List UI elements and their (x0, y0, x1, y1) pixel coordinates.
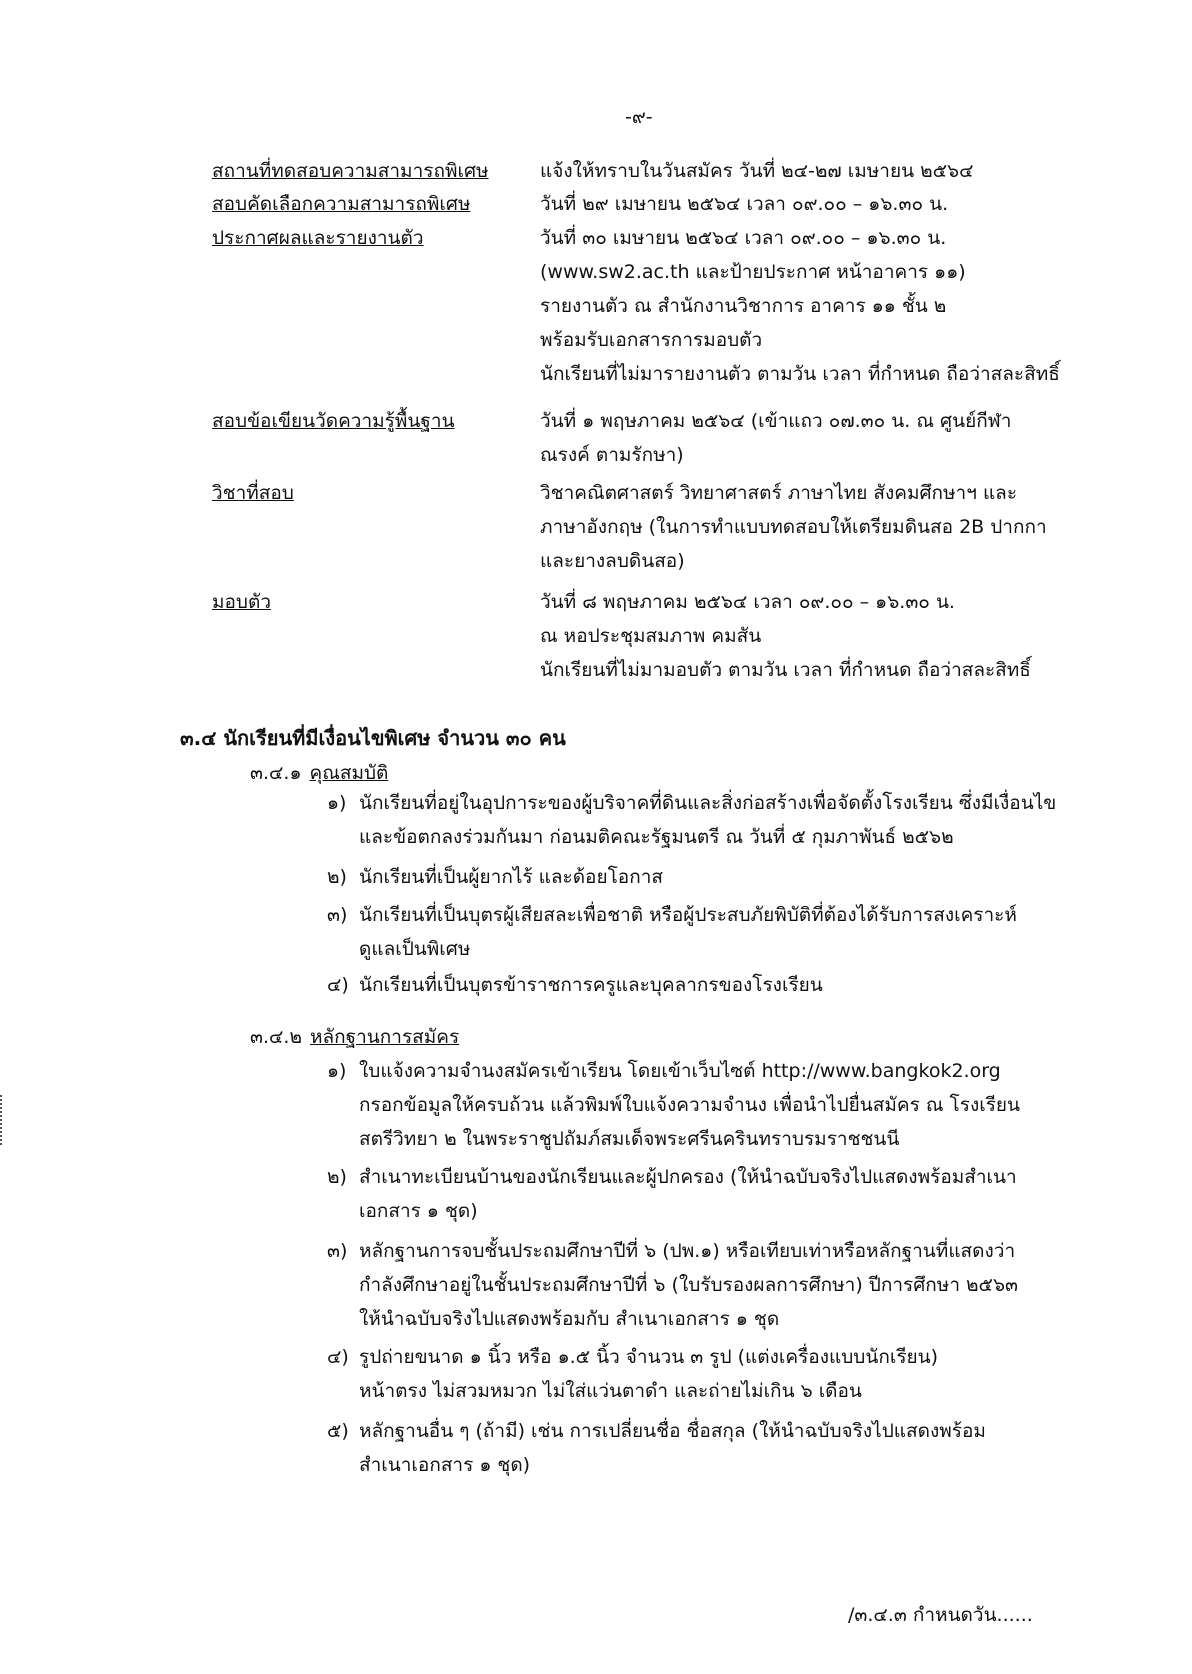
schedule-line: ณรงค์ ตามรักษา) (540, 444, 684, 466)
schedule-line: ณ หอประชุมสมภาพ คมสัน (540, 625, 762, 647)
schedule-line: รายงานตัว ณ สำนักงานวิชาการ อาคาร ๑๑ ชั้น ๒ (540, 295, 947, 317)
item-number: ๑) (327, 1060, 347, 1082)
item-number: ๒) (327, 1166, 347, 1188)
schedule-line: พร้อมรับเอกสารการมอบตัว (540, 329, 763, 351)
page-number: -๙- (625, 106, 653, 128)
schedule-line: ภาษาอังกฤษ (ในการทำแบบทดสอบให้เตรียมดินสอ 2B ปากกา (540, 516, 1047, 538)
schedule-label: วิชาที่สอบ (212, 482, 294, 504)
item-text: เอกสาร ๑ ชุด) (359, 1200, 478, 1222)
item-number: ๕) (327, 1420, 349, 1442)
subsection-number: ๓.๔.๒ (250, 1026, 302, 1048)
item-text: รูปถ่ายขนาด ๑ นิ้ว หรือ ๑.๕ นิ้ว จำนวน ๓ รูป (แต่งเครื่องแบบนักเรียน) (359, 1346, 939, 1368)
item-text: และข้อตกลงร่วมกันมา ก่อนมติคณะรัฐมนตรี ณ วันที่ ๕ กุมภาพันธ์ ๒๕๖๒ (359, 826, 954, 848)
item-text: นักเรียนที่เป็นบุตรข้าราชการครูและบุคลากรของโรงเรียน (359, 974, 823, 996)
item-text: กรอกข้อมูลให้ครบถ้วน แล้วพิมพ์ใบแจ้งความจำนง เพื่อนำไปยื่นสมัคร ณ โรงเรียน (359, 1094, 1021, 1116)
schedule-line: นักเรียนที่ไม่มามอบตัว ตามวัน เวลา ที่กำหนด ถือว่าสละสิทธิ์ (540, 659, 1031, 681)
item-text: กำลังศึกษาอยู่ในชั้นประถมศึกษาปีที่ ๖ (ใบรับรองผลการศึกษา) ปีการศึกษา ๒๕๖๓ (359, 1274, 1018, 1296)
item-number: ๑) (327, 792, 347, 814)
schedule-line: แจ้งให้ทราบในวันสมัคร วันที่ ๒๔-๒๗ เมษายน ๒๕๖๔ (540, 160, 974, 182)
schedule-label: สถานที่ทดสอบความสามารถพิเศษ (212, 160, 489, 182)
schedule-line: วิชาคณิตศาสตร์ วิทยาศาสตร์ ภาษาไทย สังคมศึกษาฯ และ (540, 482, 1018, 504)
item-text: นักเรียนที่อยู่ในอุปการะของผู้บริจาคที่ดินและสิ่งก่อสร้างเพื่อจัดตั้งโรงเรียน ซึ่งมีเงื่อนไข (359, 792, 1057, 814)
item-text: หลักฐานอื่น ๆ (ถ้ามี) เช่น การเปลี่ยนชื่อ ชื่อสกุล (ให้นำฉบับจริงไปแสดงพร้อม (359, 1420, 986, 1442)
subsection-number: ๓.๔.๑ (250, 762, 302, 784)
schedule-line: วันที่ ๑ พฤษภาคม ๒๕๖๔ (เข้าแถว ๐๗.๓๐ น. ณ ศูนย์กีฬา (540, 410, 1012, 432)
item-text-with-link[interactable]: ใบแจ้งความจำนงสมัครเข้าเรียน โดยเข้าเว็บไซต์ http://www.bangkok2.org (359, 1060, 1001, 1082)
schedule-line: วันที่ ๓๐ เมษายน ๒๕๖๔ เวลา ๐๙.๐๐ – ๑๖.๓๐ น. (540, 227, 947, 249)
schedule-label: ประกาศผลและรายงานตัว (212, 227, 424, 249)
item-text: สำเนาทะเบียนบ้านของนักเรียนและผู้ปกครอง (ให้นำฉบับจริงไปแสดงพร้อมสำเนา (359, 1166, 1017, 1188)
item-text: หลักฐานการจบชั้นประถมศึกษาปีที่ ๖ (ปพ.๑) หรือเทียบเท่าหรือหลักฐานที่แสดงว่า (359, 1240, 1016, 1262)
item-number: ๒) (327, 866, 347, 888)
item-text: ให้นำฉบับจริงไปแสดงพร้อมกับ สำเนาเอกสาร ๑ ชุด (359, 1308, 780, 1330)
schedule-line: วันที่ ๒๙ เมษายน ๒๕๖๔ เวลา ๐๙.๐๐ – ๑๖.๓๐ น. (540, 193, 949, 215)
continuation-note: /๓.๔.๓ กำหนดวัน...... (848, 1604, 1033, 1626)
schedule-label: มอบตัว (212, 591, 272, 613)
subsection-title: คุณสมบัติ (309, 762, 389, 784)
item-number: ๔) (327, 1346, 349, 1368)
schedule-line-website: (www.sw2.ac.th และป้ายประกาศ หน้าอาคาร ๑๑) (540, 261, 966, 283)
schedule-label: สอบข้อเขียนวัดความรู้พื้นฐาน (212, 410, 455, 432)
scan-edge-mark (0, 1095, 5, 1145)
schedule-value (540, 404, 1100, 472)
item-text: ดูแลเป็นพิเศษ (359, 938, 471, 960)
subsection-qualifications (250, 758, 388, 788)
item-number: ๔) (327, 974, 349, 996)
item-text: สำเนาเอกสาร ๑ ชุด) (359, 1454, 531, 1476)
subsection-documents (250, 1022, 459, 1052)
item-number: ๓) (327, 904, 348, 926)
schedule-value (540, 187, 1100, 221)
schedule-label: สอบคัดเลือกความสามารถพิเศษ (212, 193, 471, 215)
item-number: ๓) (327, 1240, 348, 1262)
item-text: หน้าตรง ไม่สวมหมวก ไม่ใส่แว่นตาดำ และถ่ายไม่เกิน ๖ เดือน (359, 1380, 862, 1402)
subsection-title: หลักฐานการสมัคร (309, 1026, 460, 1048)
schedule-value (540, 221, 1100, 391)
schedule-value (540, 476, 1100, 578)
item-text: นักเรียนที่เป็นผู้ยากไร้ และด้อยโอกาส (359, 866, 663, 888)
schedule-line: วันที่ ๘ พฤษภาคม ๒๕๖๔ เวลา ๐๙.๐๐ – ๑๖.๓๐ น. (540, 591, 955, 613)
section-heading: ๓.๔ นักเรียนที่มีเงื่อนไขพิเศษ จำนวน ๓๐ คน (180, 726, 566, 750)
schedule-line: นักเรียนที่ไม่มารายงานตัว ตามวัน เวลา ที่กำหนด ถือว่าสละสิทธิ์ (540, 363, 1060, 385)
schedule-value (540, 585, 1100, 687)
schedule-value (540, 154, 1100, 188)
item-text: นักเรียนที่เป็นบุตรผู้เสียสละเพื่อชาติ หรือผู้ประสบภัยพิบัติที่ต้องได้รับการสงเคราะห์ (359, 904, 1017, 926)
item-text: สตรีวิทยา ๒ ในพระราชูปถัมภ์สมเด็จพระศรีนครินทราบรมราชชนนี (359, 1128, 900, 1150)
schedule-line: และยางลบดินสอ) (540, 550, 685, 572)
